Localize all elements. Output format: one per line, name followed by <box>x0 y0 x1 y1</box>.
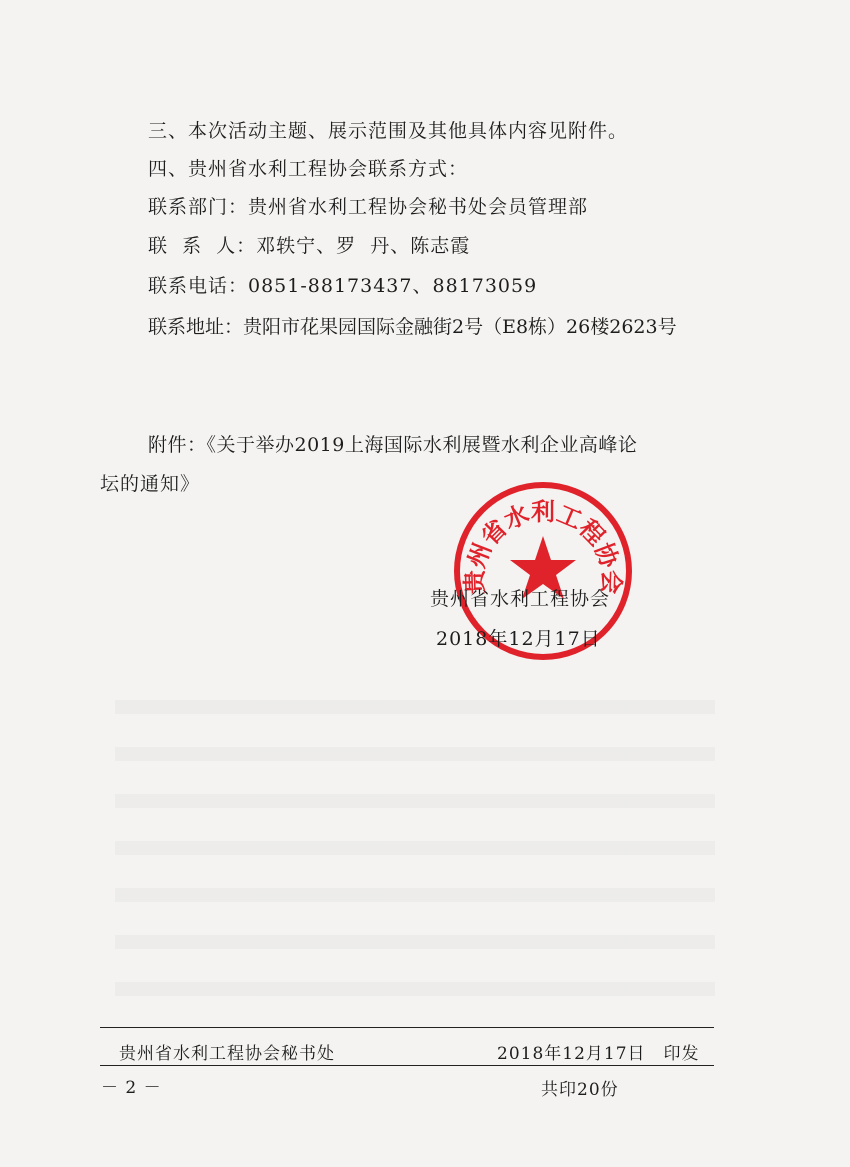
signature-organization: 贵州省水利工程协会 <box>430 588 611 610</box>
contact-address: 联系地址：贵阳市花果园国际金融街2号（E8栋）26楼2623号 <box>148 316 677 338</box>
footer-issue-date: 2018年12月17日 印发 <box>497 1044 700 1064</box>
contact-department: 联系部门：贵州省水利工程协会秘书处会员管理部 <box>148 196 589 218</box>
footer-rule-bottom <box>100 1065 714 1066</box>
contact-person: 联 系 人：邓轶宁、罗 丹、陈志霞 <box>148 235 471 257</box>
body-line-item-4: 四、贵州省水利工程协会联系方式： <box>148 158 469 180</box>
signature-date: 2018年12月17日 <box>436 628 601 650</box>
show-through-block <box>115 700 715 1020</box>
body-line-item-3: 三、本次活动主题、展示范围及其他具体内容见附件。 <box>148 120 629 142</box>
contact-phone: 联系电话：0851-88173437、88173059 <box>148 275 538 297</box>
footer-copies: 共印20份 <box>541 1080 619 1100</box>
footer-issuer: 贵州省水利工程协会秘书处 <box>119 1044 335 1064</box>
attachment-line-1: 附件：《关于举办2019上海国际水利展暨水利企业高峰论 <box>148 434 638 456</box>
seal-text: 贵州省水利工程协会 <box>460 497 626 595</box>
footer-rule-top <box>100 1027 714 1028</box>
page-number: － 2 － <box>101 1078 162 1098</box>
attachment-line-2: 坛的通知》 <box>100 473 201 495</box>
